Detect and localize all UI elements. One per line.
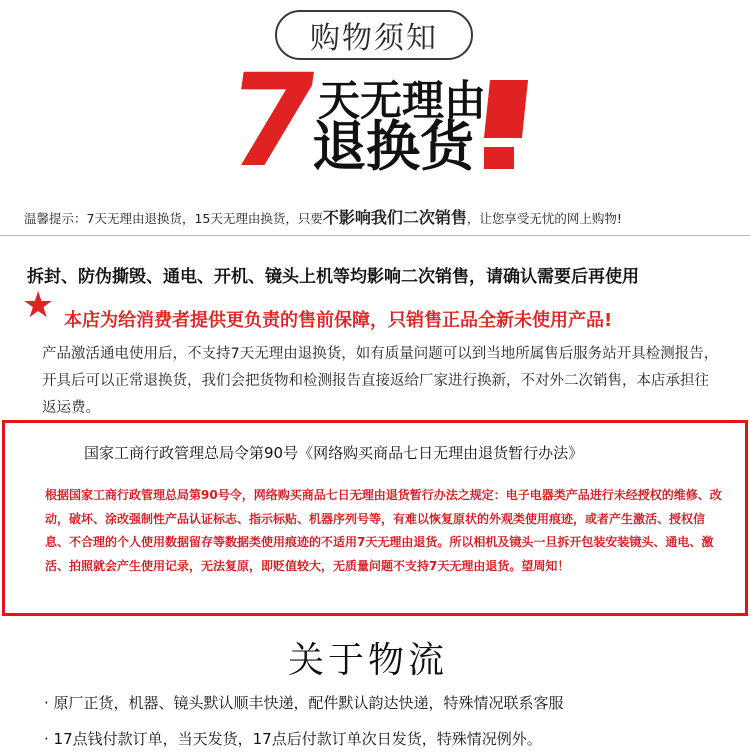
exclamation-dot-icon: [484, 147, 514, 169]
star-icon: ★: [22, 285, 55, 326]
big-seven-numeral: 7: [217, 47, 328, 196]
tip-line: [24, 208, 736, 227]
tip-part-2: ，让您享受无忧的网上购物!: [466, 211, 622, 226]
logistics-item: · 原厂正货，机器、镜头默认顺丰快递，配件默认韵达快递，特殊情况联系客服: [44, 694, 564, 712]
usage-warning: 拆封、防伪撕毁、通电、开机、镜头上机等均影响二次销售，请确认需要后再使用: [27, 267, 639, 287]
notice-title: 购物须知: [310, 21, 438, 56]
logistics-item: · 17点钱付款订单，当天发货，17点后付款订单次日发货，特殊情况例外。: [44, 730, 542, 748]
logistics-heading: 关于物流: [288, 640, 449, 681]
hero-line-1: 天无理由: [318, 76, 487, 125]
return-policy-paragraph: 产品激活通电使用后，不支持7天无理由退换货，如有质量问题可以到当地所属售后服务站开具检测报告，开具后可以正常退换货，我们会把货物和检测报告直接返给厂家进行换新，不对外二次销售，本店承担往返运费。: [42, 346, 719, 416]
guarantee-statement: 本店为给消费者提供更负责的售前保障，只销售正品全新未使用产品!: [64, 310, 613, 331]
regulation-title: 国家工商行政管理总局令第90号《网络购买商品七日无理由退货暂行办法》: [84, 444, 584, 462]
exclamation-bar-icon: [484, 80, 528, 138]
tip-emphasis: 不影响我们二次销售: [322, 208, 467, 227]
divider: [0, 235, 750, 236]
regulation-body: 根据国家工商行政管理总局第90号令，网络购买商品七日无理由退货暂行办法之规定：电子电器类产品进行未经授权的维修、改动，破坏、涂改强制性产品认证标志、指示标贴、机器序列号等，有难以恢复原状的外观类使用痕迹，或者产生激活、授权信息、不合理的个人使用数据留存等数据类使用痕迹的不适用7天无理由退货。所以相机及镜头一旦拆开包装安装镜头、通电、激活、拍照就会产生使用记录，无法复原，即贬值较大，无质量问题不支持7天无理由退货。望周知！: [45, 488, 722, 573]
hero-line-2: 退换货: [312, 115, 474, 178]
tip-part-1: 温馨提示：7天无理由退换货，15天无理由换货，只要: [24, 211, 323, 226]
